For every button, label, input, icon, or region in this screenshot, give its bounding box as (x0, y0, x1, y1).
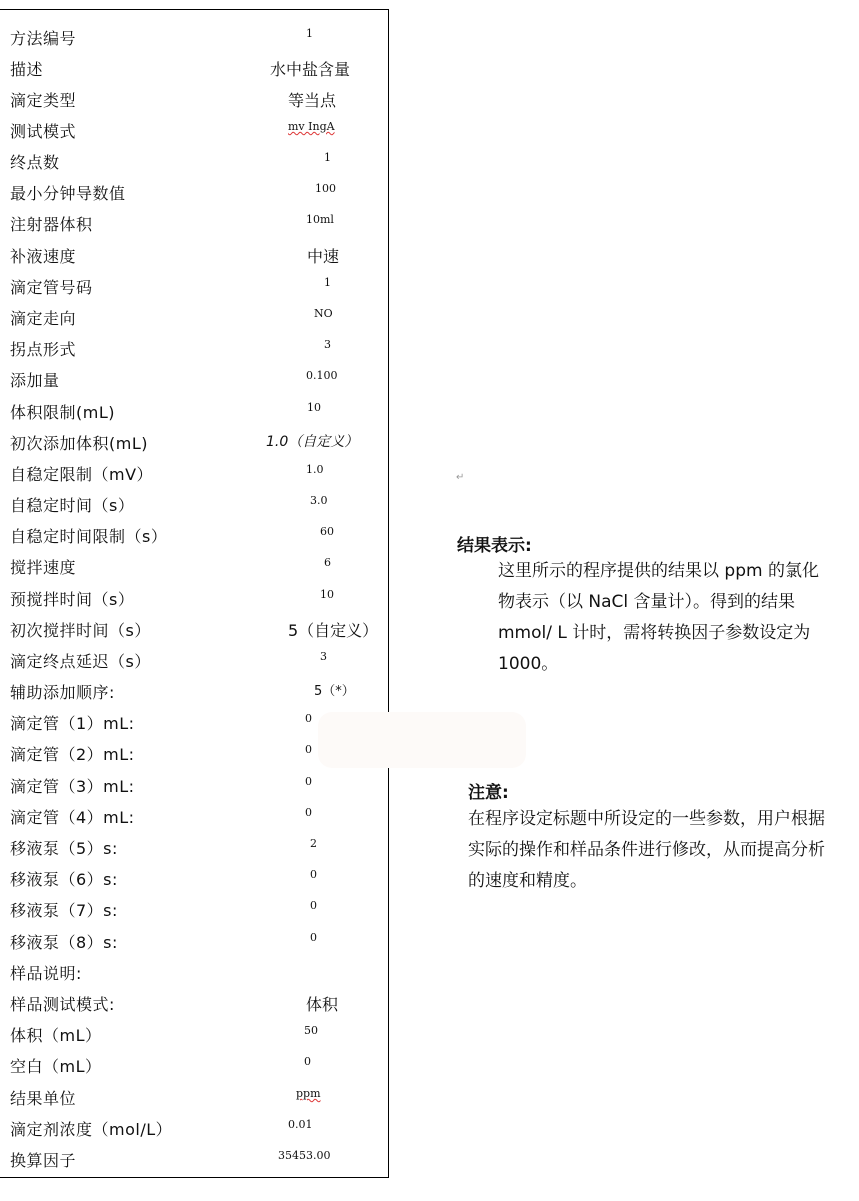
param-label: 结果单位 (10, 1089, 77, 1108)
param-label: 最小分钟导数值 (10, 184, 126, 203)
param-label: 滴定管（4）mL: (10, 808, 135, 827)
param-value: 等当点 (288, 91, 337, 110)
param-row (10, 1113, 385, 1143)
param-row (10, 208, 385, 238)
param-label: 移液泵（5）s: (10, 839, 118, 858)
param-label: 移液泵（8）s: (10, 933, 118, 952)
param-value: 0 (305, 775, 312, 788)
param-label: 搅拌速度 (10, 558, 77, 577)
param-label: 描述 (10, 60, 44, 79)
param-value: 50 (304, 1024, 318, 1037)
param-value: NO (314, 307, 333, 320)
param-row (10, 770, 385, 800)
param-value: 3 (324, 338, 331, 351)
param-row (10, 1019, 385, 1049)
param-value: 体积 (306, 995, 339, 1014)
param-label: 辅助添加顺序: (10, 683, 115, 702)
param-row (10, 926, 385, 956)
param-value: 中速 (307, 247, 340, 266)
param-label: 移液泵（7）s: (10, 901, 118, 920)
param-label: 拐点形式 (10, 340, 77, 359)
param-row (10, 1144, 385, 1174)
param-label: 换算因子 (10, 1151, 77, 1170)
param-value: mv IngA (288, 120, 335, 133)
param-value: 0 (310, 899, 317, 912)
param-value: 0 (305, 743, 312, 756)
param-row (10, 614, 385, 644)
notice-title: 注意: (468, 783, 509, 803)
param-row (10, 333, 385, 363)
param-label: 自稳定时间限制（s） (10, 527, 168, 546)
redacted-patch (318, 712, 526, 768)
param-value: 0 (305, 712, 312, 725)
param-row (10, 1082, 385, 1112)
param-row (10, 84, 385, 114)
param-value: 水中盐含量 (270, 60, 351, 79)
param-label: 滴定走向 (10, 309, 77, 328)
param-value: 0 (304, 1055, 311, 1068)
param-label: 自稳定时间（s） (10, 496, 135, 515)
param-row (10, 801, 385, 831)
result-note-body: 这里所示的程序提供的结果以 ppm 的氯化物表示（以 NaCl 含量计）。得到的结果 mmol/ L 计时，需将转换因子参数设定为 1000。 (498, 561, 819, 674)
param-row (10, 302, 385, 332)
param-value: 10 (307, 401, 321, 414)
param-value: 10ml (306, 213, 334, 226)
param-label: 注射器体积 (10, 215, 93, 234)
param-label: 滴定管（1）mL: (10, 714, 135, 733)
param-label: 空白（mL） (10, 1057, 102, 1076)
param-value: 1 (324, 151, 331, 164)
param-row (10, 115, 385, 145)
param-row (10, 520, 385, 550)
param-label: 初次搅拌时间（s） (10, 621, 151, 640)
param-label: 样品说明: (10, 964, 82, 983)
result-note-title: 结果表示: (457, 536, 532, 556)
param-row (10, 146, 385, 176)
param-label: 体积（mL） (10, 1026, 102, 1045)
param-label: 终点数 (10, 153, 60, 172)
param-value: 5（自定义） (288, 621, 379, 640)
param-label: 自稳定限制（mV） (10, 465, 154, 484)
param-label: 初次添加体积(mL) (10, 434, 148, 453)
param-row (10, 53, 385, 83)
param-label: 移液泵（6）s: (10, 870, 118, 889)
param-label: 滴定终点延迟（s） (10, 652, 151, 671)
param-row (10, 458, 385, 488)
param-value: 10 (320, 588, 334, 601)
param-value: 3.0 (310, 494, 328, 507)
param-value: 60 (320, 525, 334, 538)
param-row (10, 364, 385, 394)
param-label: 滴定剂浓度（mol/L） (10, 1120, 173, 1139)
param-value: 1.0（自定义） (266, 434, 359, 450)
param-row (10, 22, 385, 52)
param-row (10, 583, 385, 613)
param-value: 35453.00 (278, 1149, 331, 1162)
param-label: 方法编号 (10, 29, 77, 48)
param-label: 滴定类型 (10, 91, 77, 110)
param-label: 补液速度 (10, 247, 77, 266)
param-row (10, 271, 385, 301)
param-label: 滴定管（2）mL: (10, 745, 135, 764)
param-value: 0.01 (288, 1118, 313, 1131)
paragraph-mark: ↵ (456, 472, 465, 483)
param-row (10, 957, 385, 987)
param-label: 测试模式 (10, 122, 77, 141)
parameter-table (0, 9, 389, 1178)
param-label: 预搅拌时间（s） (10, 590, 135, 609)
param-row (10, 427, 385, 457)
param-row (10, 676, 385, 706)
param-value: 1 (324, 276, 331, 289)
param-value: 6 (324, 556, 331, 569)
param-row (10, 645, 385, 675)
param-row (10, 988, 385, 1018)
param-value: 3 (320, 650, 327, 663)
param-value: 0 (305, 806, 312, 819)
param-row (10, 396, 385, 426)
param-label: 添加量 (10, 371, 60, 390)
param-value: 0 (310, 868, 317, 881)
param-row (10, 489, 385, 519)
param-row (10, 1050, 385, 1080)
param-label: 样品测试模式: (10, 995, 115, 1014)
param-row (10, 863, 385, 893)
param-value: 1 (306, 27, 313, 40)
param-label: 滴定管号码 (10, 278, 93, 297)
param-row (10, 832, 385, 862)
notice-body: 在程序设定标题中所设定的一些参数，用户根据实际的操作和样品条件进行修改，从而提高分析的速度和精度。 (468, 809, 825, 891)
param-value: 1.0 (306, 463, 324, 476)
param-row (10, 894, 385, 924)
param-label: 滴定管（3）mL: (10, 777, 135, 796)
param-row (10, 240, 385, 270)
param-value: 5（*） (314, 684, 355, 699)
param-row (10, 551, 385, 581)
param-row (10, 177, 385, 207)
param-value: 2 (310, 837, 317, 850)
param-value: 0.100 (306, 369, 338, 382)
param-value: ppm (296, 1087, 321, 1100)
param-label: 体积限制(mL) (10, 403, 115, 422)
param-value: 0 (310, 931, 317, 944)
param-value: 100 (315, 182, 336, 195)
